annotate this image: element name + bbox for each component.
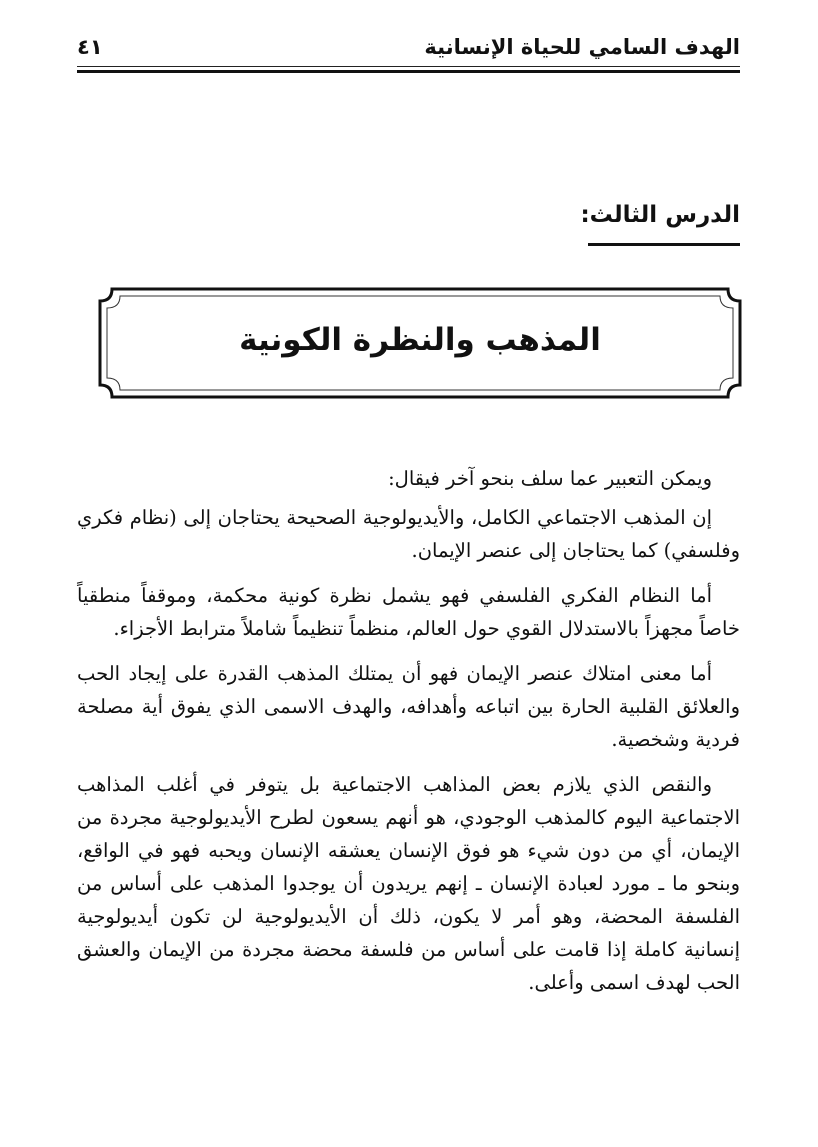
- header-rule-thin: [77, 66, 740, 67]
- chapter-title: المذهب والنظرة الكونية: [239, 322, 601, 358]
- body-text: [77, 462, 740, 1011]
- paragraph: إن المذهب الاجتماعي الكامل، والأيديولوجية الصحيحة يحتاجان إلى (نظام فكري وفلسفي) كما يحتاجان إلى عنصر الإيمان.: [77, 506, 740, 562]
- header-rule-thick: [77, 70, 740, 73]
- paragraph: أما النظام الفكري الفلسفي فهو يشمل نظرة كونية محكمة، وموقفاً منطقياً خاصاً مجهزاً بالاستدلال القوي حول العالم، منظماً تنظيماً شاملاً مترابط الأجزاء.: [77, 584, 740, 640]
- lesson-label: الدرس الثالث:: [580, 202, 740, 228]
- paragraph: أما معنى امتلاك عنصر الإيمان فهو أن يمتلك المذهب القدرة على إيجاد الحب والعلائق القلبية الحارة بين اتباعه وأهدافه، والهدف الاسمى الذي يفوق أية مصلحة فردية وشخصية.: [77, 662, 740, 751]
- chapter-title-frame: [98, 287, 742, 399]
- paragraph: والنقص الذي يلازم بعض المذاهب الاجتماعية بل يتوفر في أغلب المذاهب الاجتماعية اليوم كالمذهب الوجودي، هو أنهم يسعون لطرح الأيديولوجية مجردة من الإيمان، أي من دون شيء هو فوق الإنسان يعشقه الإنسان ويحبه فهو في الواقع، وبنحو ما ـ مورد لعبادة الإنسان ـ إنهم يريدون أن يوجدوا المذهب على أساس من الفلسفة المحضة، وهو أمر لا يكون، ذلك أن الأيديولوجية لن تكون أيديولوجية إنسانية كاملة إذا قامت على أساس من فلسفة محضة مجردة من الإيمان والعشق الحب لهدف اسمى وأعلى.: [77, 773, 740, 994]
- running-header-title: الهدف السامي للحياة الإنسانية: [424, 35, 740, 59]
- lesson-underline: [588, 243, 740, 246]
- page-number: ٤١: [77, 35, 103, 59]
- paragraph: ويمكن التعبير عما سلف بنحو آخر فيقال:: [388, 467, 712, 490]
- running-header: [77, 32, 740, 68]
